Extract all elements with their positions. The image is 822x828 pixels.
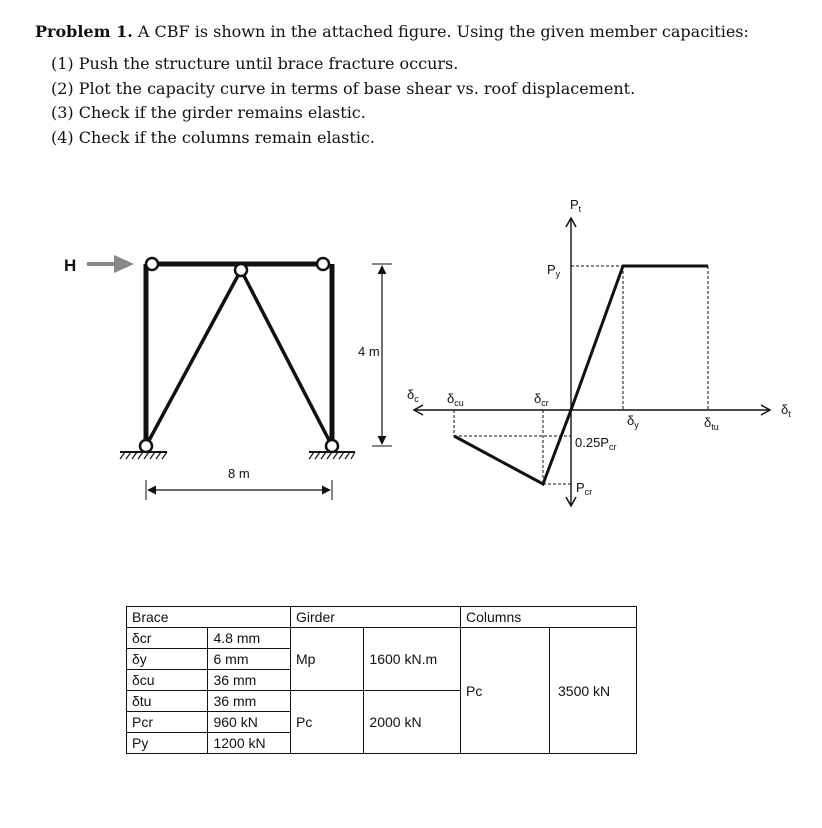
residual-capacity-label: $0.25P_{cr}$ (575, 435, 617, 452)
brace-value: 6 mm (208, 649, 291, 670)
columns-pc-value: 3500 kN (550, 628, 637, 754)
span-dimension (146, 480, 332, 500)
task-3: (3) Check if the girder remains elastic. (51, 103, 366, 122)
pcr-label: $P_{cr}$ (576, 480, 593, 497)
brace-value: 36 mm (208, 691, 291, 712)
compression-branch (454, 410, 571, 484)
hinge-base-left (140, 440, 152, 452)
lateral-load-arrow (87, 255, 134, 273)
brace-value: 36 mm (208, 670, 291, 691)
delta-cu-label: $\delta_{cu}$ (447, 391, 464, 408)
girder-pc-value: 2000 kN (364, 691, 461, 754)
support-left (120, 452, 167, 459)
brace-header: Brace (127, 607, 291, 628)
task-2: (2) Plot the capacity curve in terms of base shear vs. roof displacement. (51, 78, 636, 98)
displacement-axis-label: $\delta_t$ (781, 402, 791, 419)
brace-value: 1200 kN (208, 733, 291, 754)
hinge-top-left (146, 258, 158, 270)
lateral-load-label: H (64, 256, 77, 275)
girder-mp-value: 1600 kN.m (364, 628, 461, 691)
task-4: (4) Check if the columns remain elastic. (51, 127, 375, 147)
girder-header: Girder (291, 607, 461, 628)
delta-c-label: $\delta_c$ (407, 387, 419, 404)
brace-param: δcr (127, 628, 208, 649)
brace-param: δtu (127, 691, 208, 712)
delta-y-label: $\delta_y$ (627, 413, 639, 430)
span-label: 8 m (228, 466, 250, 481)
hinge-top-mid (235, 264, 247, 276)
delta-cr-label: $\delta_{cr}$ (534, 391, 549, 408)
girder-pc-label: Pc (291, 691, 364, 754)
braced-frame (64, 255, 392, 500)
hinge-top-right (317, 258, 329, 270)
left-brace (146, 270, 241, 446)
brace-param: δcu (127, 670, 208, 691)
brace-value: 4.8 mm (208, 628, 291, 649)
brace-value: 960 kN (208, 712, 291, 733)
brace-param: δy (127, 649, 208, 670)
columns-header: Columns (461, 607, 637, 628)
task-1: (1) Push the structure until brace fracture occurs. (51, 54, 459, 73)
right-brace (241, 270, 332, 446)
hinge-base-right (326, 440, 338, 452)
py-label: $P_y$ (547, 262, 561, 279)
brace-param: Py (127, 733, 208, 754)
height-label: 4 m (358, 344, 380, 359)
tension-branch (571, 266, 708, 410)
brace-capacity-curve (407, 197, 791, 506)
brace-param: Pcr (127, 712, 208, 733)
delta-tu-label: $\delta_{tu}$ (704, 415, 719, 432)
girder-mp-label: Mp (291, 628, 364, 691)
member-capacity-table (126, 606, 637, 754)
force-axis-label: $P_t$ (570, 197, 582, 214)
problem-intro: A CBF is shown in the attached figure. Using the given member capacities: (137, 22, 749, 41)
columns-pc-label: Pc (461, 628, 550, 754)
problem-number: Problem 1. (35, 22, 133, 41)
